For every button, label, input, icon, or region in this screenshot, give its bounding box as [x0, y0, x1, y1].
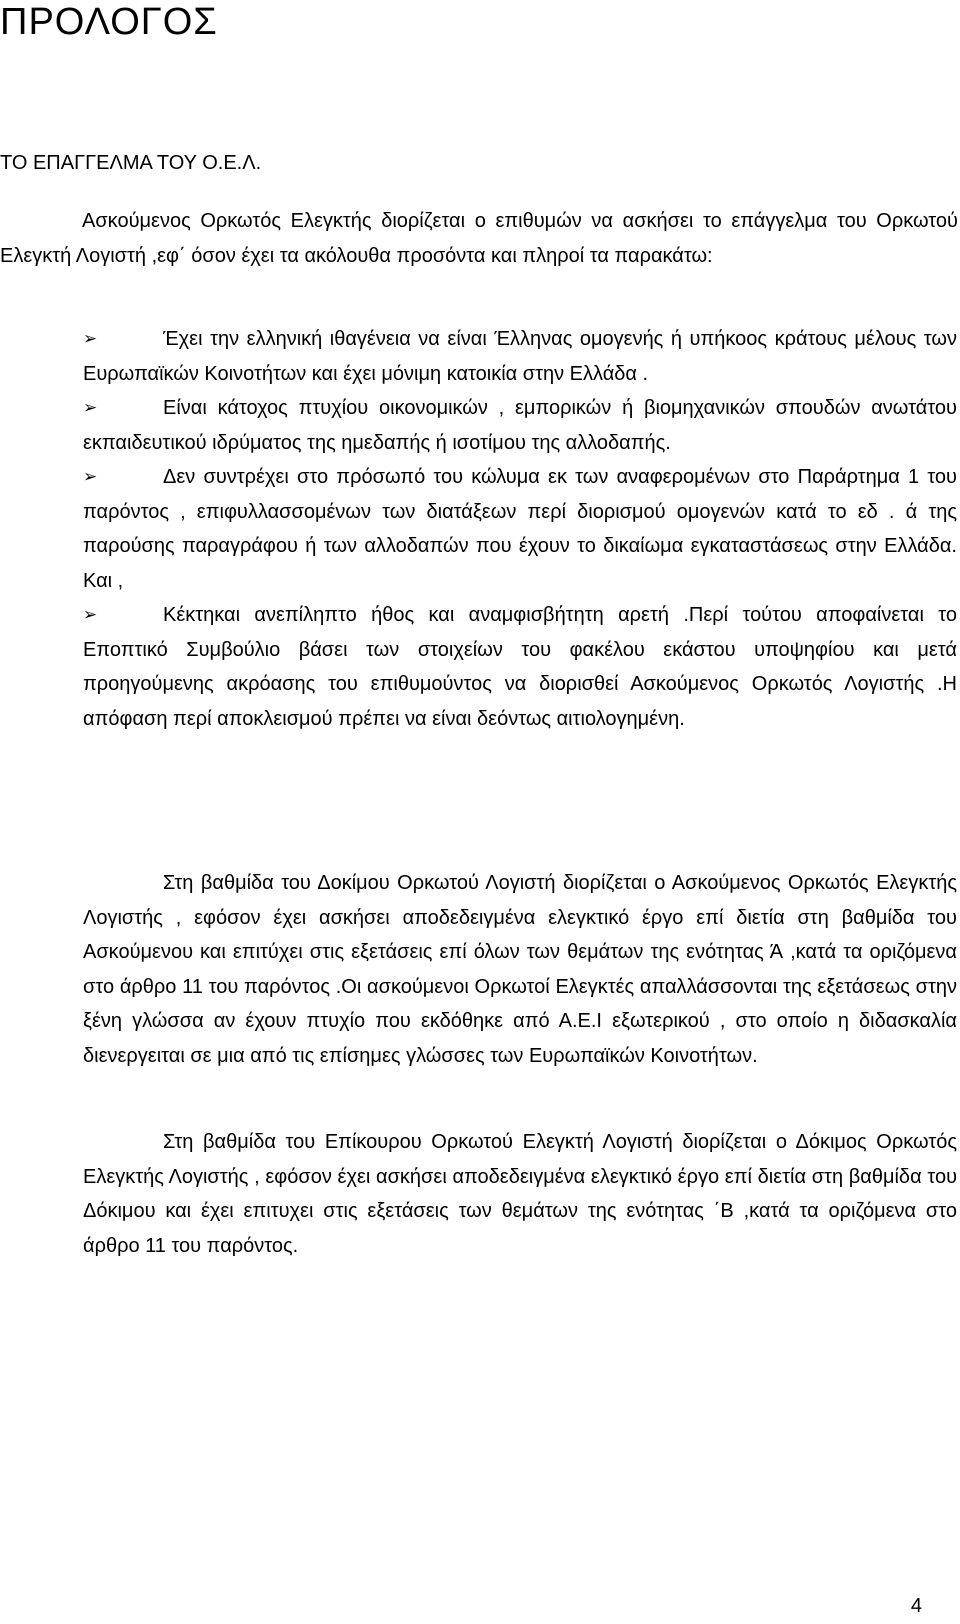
list-item — [83, 460, 957, 598]
assistant-rank-paragraph: Στη βαθμίδα του Επίκουρου Ορκωτού Ελεγκτή Λογιστή διορίζεται ο Δόκιμος Ορκωτός Ελεγκτής Λογιστής , εφόσον έχει ασκήσει αποδεδειγμένα ελεγκτικό έργο επί διετία στη βαθμίδα του Δόκιμου και έχει επιτυχει στις εξετάσεις των θεμάτων της ενότητας ΄Β ,κατά τα οριζόμενα στο άρθρο 11 του παρόντος. — [83, 1131, 957, 1257]
page-title: ΠΡΟΛΟΓΟΣ — [0, 1, 218, 43]
requirements-list — [83, 322, 957, 736]
arrowhead-bullet-icon: ➢ — [83, 605, 98, 625]
arrowhead-bullet-icon: ➢ — [83, 467, 98, 487]
list-item — [83, 598, 957, 736]
page-number: 4 — [910, 1595, 922, 1617]
list-item-text: Δεν συντρέχει στο πρόσωπό του κώλυμα εκ των αναφερομένων στο Παράρτημα 1 του παρόντος , επιφυλλασσομένων των διατάξεων περί διορισμού ομογενών κατά το εδ . ά της παρούσης παραγράφου ή των αλλοδαπών που έχουν το δικαίωμα εγκαταστάσεως στην Ελλάδα. Και , — [83, 466, 957, 592]
intro-paragraph: Ασκούμενος Ορκωτός Ελεγκτής διορίζεται ο επιθυμών να ασκήσει το επάγγελμα του Ορκωτού Ελεγκτή Λογιστή ,εφ΄ όσον έχει τα ακόλουθα προσόντα και πληροί τα παρακάτω: — [0, 210, 958, 267]
list-item-text: Είναι κάτοχος πτυχίου οικονομικών , εμπορικών ή βιομηχανικών σπουδών ανωτάτου εκπαιδευτικού ιδρύματος της ημεδαπής ή ισοτίμου της αλλοδαπής. — [83, 397, 957, 454]
arrowhead-bullet-icon: ➢ — [83, 329, 98, 349]
list-item — [83, 391, 957, 460]
arrowhead-bullet-icon: ➢ — [83, 398, 98, 418]
list-item-text: Κέκτηκαι ανεπίληπτο ήθος και αναμφισβήτητη αρετή .Περί τούτου αποφαίνεται το Εποπτικό Συμβούλιο βάσει των στοιχείων του φακέλου εκάστου υποψηφίου και μετά προηγούμενης ακρόασης του επιθυμούντος να διορισθεί Ασκούμενος Ορκωτός Λογιστής .Η απόφαση περί αποκλεισμού πρέπει να είναι δεόντως αιτιολογημένη. — [83, 604, 957, 730]
section-heading: ΤΟ ΕΠΑΓΓΕΛΜΑ ΤΟΥ Ο.Ε.Λ. — [0, 152, 262, 174]
list-item — [83, 322, 957, 391]
probationary-rank-paragraph: Στη βαθμίδα του Δοκίμου Ορκωτού Λογιστή διορίζεται ο Ασκούμενος Ορκωτός Ελεγκτής Λογιστής , εφόσον έχει ασκήσει αποδεδειγμένα ελεγκτικό έργο επί διετία στη βαθμίδα του Ασκούμενου και επιτύχει στις εξετάσεις επί όλων των θεμάτων της ενότητας Ά ,κατά τα οριζόμενα στο άρθρο 11 του παρόντος .Οι ασκούμενοι Ορκωτοί Ελεγκτές απαλλάσσονται της εξετάσεως στην ξένη γλώσσα αν έχουν πτυχίο που εκδόθηκε από Α.Ε.Ι εξωτερικού , στο οποίο η διδασκαλία διενεργειται σε μια από τις επίσημες γλώσσες των Ευρωπαϊκών Κοινοτήτων. — [83, 872, 957, 1067]
list-item-text: Έχει την ελληνική ιθαγένεια να είναι Έλληνας ομογενής ή υπήκοος κράτους μέλους των Ευρωπαϊκών Κοινοτήτων και έχει μόνιμη κατοικία στην Ελλάδα . — [83, 328, 957, 385]
